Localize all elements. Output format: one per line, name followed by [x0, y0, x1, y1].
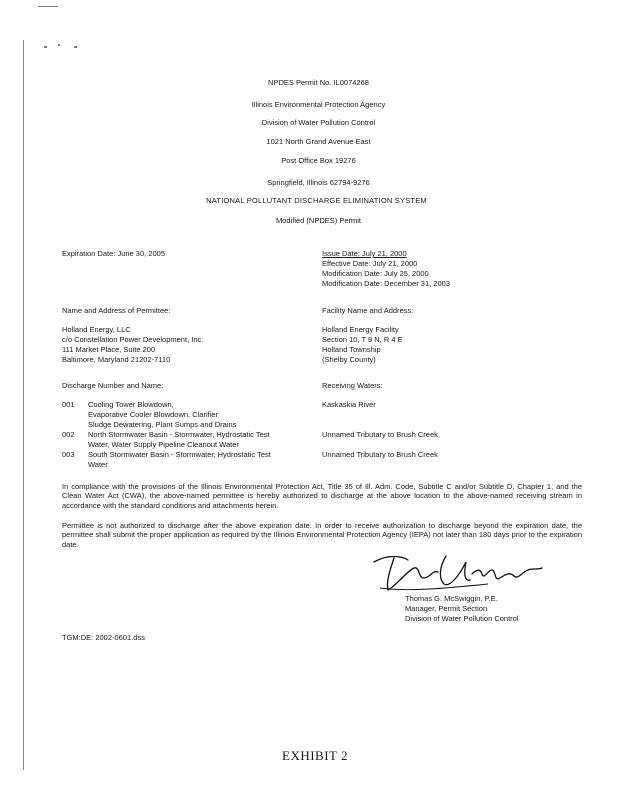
po-box: Post Office Box 19276 — [281, 156, 356, 165]
system-title: NATIONAL POLLUTANT DISCHARGE ELIMINATION SYSTEM — [206, 196, 427, 205]
signature-image — [368, 548, 548, 596]
discharge-number: 003 — [62, 450, 75, 459]
permittee-line: 111 Market Place, Suite 200 — [62, 345, 156, 354]
scan-corner-mark — [58, 44, 60, 46]
compliance-paragraph: In compliance with the provisions of the Illinois Environmental Protection Act, Title 35 of Ill. Adm. Code, Subtitle C and/or Subtitle D, Chapter 1, and the Clean Water Act (CWA), the above-named permittee is hereby authorized to discharge at the above location to the above-named receiving stream in accordance with the standard conditions and attachments herein. — [62, 482, 582, 510]
discharge-description-line: Evaporative Cooler Blowdown, Clarifier — [88, 410, 219, 419]
permit-number: NPDES Permit No. IL0074268 — [268, 78, 369, 87]
scan-corner-mark — [44, 46, 47, 48]
discharge-description-line: Cooling Tower Blowdown, — [88, 400, 174, 409]
exhibit-label: EXHIBIT 2 — [282, 748, 349, 763]
facility-line: Section 10, T 9 N, R 4 E — [322, 335, 403, 344]
facility-line: Holland Township — [322, 345, 381, 354]
agency-name: Illinois Environmental Protection Agency — [251, 100, 386, 109]
city-state-zip: Springfield, Illinois 62794-9276 — [267, 178, 370, 187]
scan-corner-mark — [74, 46, 77, 48]
signatory-name: Thomas G. McSwiggin, P.E. — [405, 594, 498, 603]
signatory-title: Manager, Permit Section — [405, 604, 488, 613]
receiving-water: Unnamed Tributary to Brush Creek — [322, 430, 438, 439]
permittee-line: c/o Constellation Power Development, Inc. — [62, 335, 204, 344]
signatory-division: Division of Water Pollution Control — [405, 614, 519, 623]
scan-top-mark — [38, 6, 58, 7]
facility-line: Holland Energy Facility — [322, 325, 399, 334]
permittee-heading: Name and Address of Permittee: — [62, 306, 171, 315]
discharge-description-line: Sludge Dewatering, Plant Sumps and Drains — [88, 420, 237, 429]
facility-heading: Facility Name and Address: — [322, 306, 414, 315]
receiving-water: Kaskaskia River — [322, 400, 376, 409]
receiving-heading: Receiving Waters: — [322, 381, 383, 390]
issue-date: Issue Date: July 21, 2000 — [322, 249, 407, 258]
scan-left-edge-line — [23, 40, 24, 770]
receiving-water: Unnamed Tributary to Brush Creek — [322, 450, 438, 459]
permit-type: Modified (NPDES) Permit — [275, 216, 362, 225]
expiration-paragraph: Permittee is not authorized to discharge after the above expiration date. In order to receive authorization to discharge beyond the expiration date, the permittee shall submit the proper application as required by the Illinois Environmental Protection Agency (IEPA) not later than 180 days prior to the expiration date. — [62, 521, 582, 549]
discharge-description-line: South Stormwater Basin - Stormwater, Hydrostatic Test — [88, 450, 271, 459]
division-name: Division of Water Pollution Control — [261, 118, 376, 127]
file-reference: TGM:DE: 2002-0601.dss — [62, 633, 145, 642]
discharge-description-line: Water, Water Supply Pipeline Cleanout Water — [88, 440, 239, 449]
street-address: 1021 North Grand Avenue East — [266, 137, 371, 146]
modification-date-1: Modification Date: July 25, 2000 — [322, 269, 429, 278]
permittee-line: Holland Energy, LLC — [62, 325, 131, 334]
effective-date: Effective Date: July 21, 2000 — [322, 259, 418, 268]
permittee-line: Baltimore, Maryland 21202-7110 — [62, 355, 171, 364]
discharge-heading: Discharge Number and Name: — [62, 381, 164, 390]
discharge-description-line: Water — [88, 460, 108, 469]
modification-date-2: Modification Date: December 31, 2003 — [322, 279, 450, 288]
discharge-number: 001 — [62, 400, 75, 409]
expiration-date: Expiration Date: June 30, 2005 — [62, 249, 165, 258]
discharge-number: 002 — [62, 430, 75, 439]
discharge-description-line: North Stormwater Basin - Stormwater, Hydrostatic Test — [88, 430, 270, 439]
facility-line: (Shelby County) — [322, 355, 376, 364]
